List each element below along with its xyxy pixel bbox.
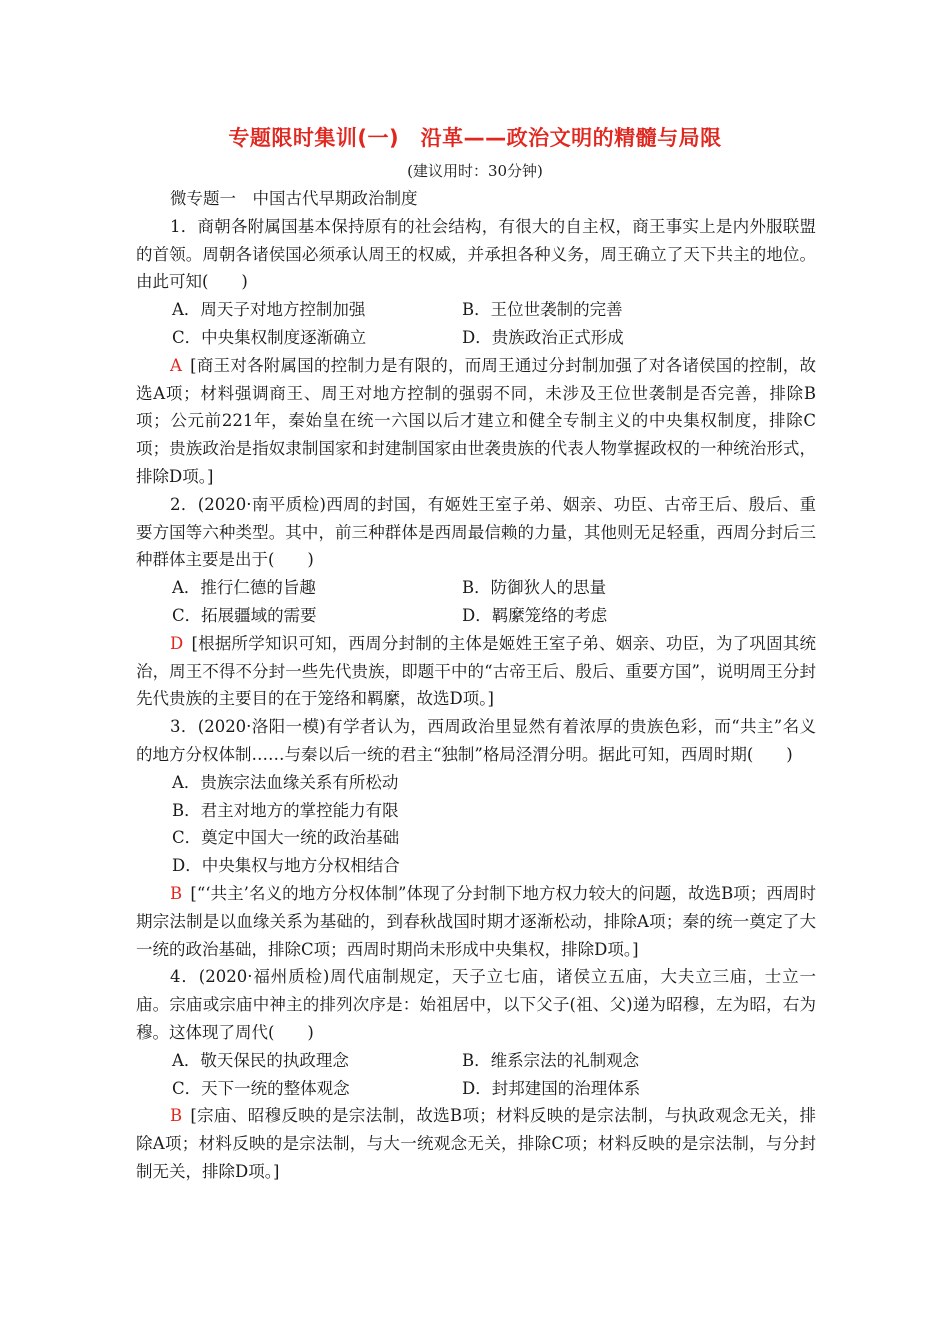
answer-explanation (136, 880, 816, 963)
answer-letter: B (170, 1106, 183, 1126)
option-a: A．推行仁德的旨趣 (172, 578, 316, 598)
question-3 (136, 713, 816, 963)
question-stem: 2．(2020·南平质检)西周的封国，有姬姓王室子弟、姻亲、功臣、古帝王后、殷后、重要方国等六种类型。其中，前三种群体是西周最信赖的力量，其他则无足轻重，西周分封后三种群体主要是出于( ) (136, 494, 816, 570)
answer-letter: A (170, 355, 182, 375)
option-d: D．贵族政治正式形成 (462, 327, 624, 347)
option-c: C．拓展疆域的需要 (172, 605, 317, 625)
option-b: B．防御狄人的思量 (462, 578, 607, 598)
answer-explanation (136, 630, 816, 713)
explanation-text: [商王对各附属国的控制力是有限的，而周王通过分封制加强了对各诸侯国的控制，故选A项；材料强调商王、周王对地方控制的强弱不同，未涉及王位世袭制是否完善，排除B项；公元前221年，秦始皇在统一六国以后才建立和健全专制主义的中央集权制度，排除C项；贵族政治是指奴隶制国家和封建制国家由世袭贵族的代表人物掌握政权的一种统治形式，排除D项。] (136, 355, 816, 486)
answer-letter: D (170, 633, 184, 653)
option-c: C．中央集权制度逐渐确立 (172, 327, 367, 347)
option-a: A．周天子对地方控制加强 (172, 300, 366, 320)
explanation-text: [宗庙、昭穆反映的是宗法制，故选B项；材料反映的是宗法制，与执政观念无关，排除A项；材料反映的是宗法制，与大一统观念无关，排除C项；材料反映的是宗法制，与分封制无关，排除D项。] (136, 1106, 816, 1181)
question-4 (136, 963, 816, 1185)
question-2 (136, 491, 816, 713)
option-c: C．天下一统的整体观念 (172, 1078, 350, 1098)
answer-explanation (136, 352, 816, 491)
document-body (136, 185, 816, 1186)
answer-explanation (136, 1102, 816, 1185)
options (136, 769, 816, 880)
options (136, 1047, 816, 1103)
option-b: B．君主对地方的掌控能力有限 (172, 800, 399, 820)
option-b: B．维系宗法的礼制观念 (462, 1050, 640, 1070)
explanation-text: [根据所学知识可知，西周分封制的主体是姬姓王室子弟、姻亲、功臣，为了巩固其统治，周王不得不分封一些先代贵族，即题干中的“古帝王后、殷后、重要方国”，说明周王分封先代贵族的主要目的在于笼络和羁縻，故选D项。] (136, 633, 816, 709)
option-d: D．封邦建国的治理体系 (462, 1078, 641, 1098)
options (136, 574, 816, 630)
question-1 (136, 213, 816, 491)
option-d: D．中央集权与地方分权相结合 (172, 856, 400, 876)
options (136, 296, 816, 352)
question-stem: 3．(2020·洛阳一模)有学者认为，西周政治里显然有着浓厚的贵族色彩，而“共主”名义的地方分权体制……与秦以后一统的君主“独制”格局泾渭分明。据此可知，西周时期( ) (136, 717, 816, 764)
section-heading: 微专题一 中国古代早期政治制度 (170, 189, 418, 208)
option-c: C．奠定中国大一统的政治基础 (172, 828, 400, 848)
question-stem: 4．(2020·福州质检)周代庙制规定，天子立七庙，诸侯立五庙，大夫立三庙，士立一庙。宗庙或宗庙中神主的排列次序是：始祖居中，以下父子(祖、父)递为昭穆，左为昭，右为穆。这体现了周代( ) (136, 967, 816, 1042)
explanation-text: [“‘共主’名义的地方分权体制”体现了分封制下地方权力较大的问题，故选B项；西周时期宗法制是以血缘关系为基础的，到春秋战国时期才逐渐松动，排除A项；秦的统一奠定了大一统的政治基础，排除C项；西周时期尚未形成中央集权，排除D项。] (136, 883, 816, 959)
option-d: D．羁縻笼络的考虑 (462, 605, 608, 625)
suggested-time: (建议用时：30分钟) (407, 162, 543, 180)
question-stem: 1．商朝各附属国基本保持原有的社会结构，有很大的自主权，商王事实上是内外服联盟的首领。周朝各诸侯国必须承认周王的权威，并承担各种义务，周王确立了天下共主的地位。由此可知( ) (136, 216, 816, 292)
answer-letter: B (170, 883, 183, 903)
option-b: B．王位世袭制的完善 (462, 300, 623, 320)
option-a: A．敬天保民的执政理念 (172, 1050, 349, 1070)
option-a: A．贵族宗法血缘关系有所松动 (172, 772, 399, 792)
page-title: 专题限时集训(一) 沿革——政治文明的精髓与局限 (228, 126, 722, 150)
